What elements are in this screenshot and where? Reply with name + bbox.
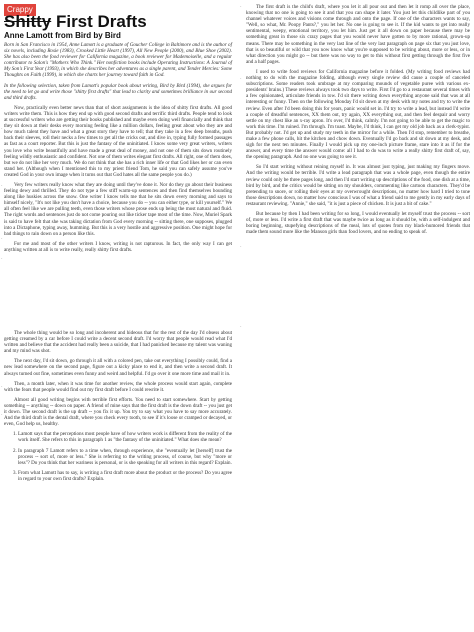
margin-marker: · (240, 325, 242, 330)
body-paragraph: But because by then I had been writing for so long, I would eventually let myself trust the process -- sort of, more or less. I'd write a first draft that was maybe twice as long as it should be, with a self-indulgent and boring beginning, stupefying descriptions of the meal, lots of quotes from my black-humored friends that made them sound more like the Manson girls than food lovers, and no ending to speak of. (246, 211, 470, 236)
margin-marker: · (1, 184, 3, 189)
margin-marker: · (1, 127, 3, 132)
body-paragraph: So I'd start writing without reining myself in. It was almost just typing, just making my fingers move. And the writing would be terrible. I'd write a lead paragraph that was a whole page, even though the entire review could only be three pages long, and then I'd start writing up descriptions of the food, one dish at a time, bird by bird, and the critics would be sitting on my shoulders, commenting like cartoon characters. They'd be pretending to snore, or rolling their eyes at my overwrought descriptions, no matter how hard I tried to tone those descriptions down, no matter how conscious I was of what a friend said to me gently in my early days of restaurant reviewing. "Annie," she said, "it is just a piece of chicken. It is just a bit of cake." (246, 164, 470, 207)
body-paragraph: Very few writers really know what they are doing until they've done it. Nor do they go about their business feeling dewy and thrilled. They do not type a few stiff warm-up sentences and then find themselves bounding along like huskies across the snow. One writer I know tells me that he sits down every morning and says to himself nicely, "It's not like you don't have a choice, because you do -- you can either type, or kill yourself." We all often feel like we are pulling teeth, even those writers whose prose ends up being the most natural and fluid. The right words and sentences just do not come pouring out like ticker tape most of the time. Now, Muriel Spark is said to have felt that she was taking dictation from God every morning -- sitting there, one supposes, plugged into a Dictaphone, typing away, humming. But this is a very hostile and aggressive position. One might hope for bad things to rain down on a person like this. (4, 181, 232, 237)
intro-paragraph: Born in San Francisco in 1954, Anne Lamott is a graduate of Goucher College in Baltimore and is the author of six novels, including Rosie (1983), Crooked Little Heart (1997), All New People (2000), and Blue Shoe (2002). She has also been the food reviewer for California magazine, a book reviewer for Mademoiselle, and a regular contributor to Salon's "Mothers Who Think." Her nonfiction books include Operating Instructions: A Journal of My Son's First Year (1993), in which she describes her adventures as a single parent, and Tender Mercies: Some Thoughts on Faith (1999), in which she charts her journey toward faith in God. (4, 42, 232, 79)
right-column (246, 4, 470, 239)
body-paragraph: Almost all good writing begins with terrible first efforts. You need to start somewhere. Start by getting something -- anything -- down on paper. A friend of mine says that the first draft is the down draft -- you just get it down. The second draft is the up draft -- you fix it up. You try to say what you have to say more accurately. And the third draft is the dental draft, where you check every tooth, to see if it's loose or cramped or decayed, or even, God help us, healthy. (4, 396, 232, 428)
body-paragraph: The first draft is the child's draft, where you let it all pour out and then let it romp all over the place, knowing that no one is going to see it and that you can shape it later. You just let this childlike part of you channel whatever voices and visions come through and onto the page. If one of the characters wants to say, "Well, so what, Mr. Poopy Pants?," you let her. No one is going to see it. If the kid wants to get into really sentimental, weepy, emotional territory, you let him. Just get it all down on paper because there may be something great in those six crazy pages that you would never have gotten to by more rational, grown-up means. There may be something in the very last line of the very last paragraph on page six that you just love, that is so beautiful or wild that you now know what you're supposed to be writing about, more or less, or in what direction you might go -- but there was no way to get to this without first getting through the first five and a half pages. (246, 4, 470, 65)
question-item: 2. In paragraph 7 Lamott refers to a time when, through experience, she "eventually let [herself] trust the process -- sort of, more or less." She is referring to the writing process, of course, but why "more or less"? Do you think that her wariness is personal, or is she speaking for all writers in this regard? Explain. (18, 448, 232, 466)
body-paragraph: I used to write food reviews for California magazine before it folded. (My writing food reviews had nothing to do with the magazine folding, although every single review did cause a couple of canceled subscriptions. Some readers took umbrage at my comparing mounds of vegetable puree with various ex-presidents' brains.) These reviews always took two days to write. First I'd go to a restaurant several times with a few opinionated, articulate friends in tow. I'd sit there writing down everything anyone said that was at all interesting or funny. Then on the following Monday I'd sit down at my desk with my notes and try to write the review. Even after I'd been doing this for years, panic would set in. I'd try to write a lead, but instead I'd write a couple of dreadful sentences, XX them out, try again, XX everything out, and then feel despair and worry settle on my chest like an x-ray apron. It's over, I'd think, calmly. I'm not going to be able to get the magic to work this time. I'm ruined. I'm through. I'm toast. Maybe, I'd think, I can get my old job back as a clerk-typist. But probably not. I'd get up and study my teeth in the mirror for a while. Then I'd stop, remember to breathe, make a few phone calls, hit the kitchen and chow down. Eventually I'd go back and sit down at my desk, and sigh for the next ten minutes. Finally I would pick up my one-inch picture frame, stare into it as if for the answer, and every time the answer would come: all I had to do was to write a really shitty first draft of, say, the opening paragraph. And no one was going to see it. (246, 68, 470, 161)
body-paragraph: For me and most of the other writers I know, writing is not rapturous. In fact, the only way I can get anything written at all is to write really, really shitty first drafts. (4, 240, 232, 253)
title-crossed-word: Shitty (4, 12, 52, 31)
body-paragraph: The next day, I'd sit down, go through it all with a colored pen, take out everything I possibly could, find a new lead somewhere on the second page, figure out a kicky place to end it, and then write a second draft. It always turned out fine, sometimes even funny and weird and helpful. I'd go over it one more time and mail it in. (4, 358, 232, 377)
left-column-top (4, 42, 232, 257)
discussion-questions (4, 431, 232, 482)
margin-marker: · (1, 413, 3, 418)
title-rest: First Drafts (51, 12, 147, 31)
margin-marker: · (240, 77, 242, 82)
crappy-badge: Crappy (4, 4, 36, 16)
page-title (4, 13, 147, 31)
margin-marker: · (1, 385, 3, 390)
question-item: 1. Lamott says that the perceptions most people have of how writers work is different from the reality of the work itself. She refers to this in paragraph 1 as "the fantasy of the uninitiated." What does she mean? (18, 431, 232, 443)
author-subtitle: Anne Lamott from Bird by Bird (4, 31, 121, 40)
body-paragraph: The whole thing would be so long and incoherent and hideous that for the rest of the day I'd obsess about getting creamed by a car before I could write a decent second draft. I'd worry that people would read what I'd written and believe that the accident had really been a suicide, that I had panicked because my talent was waning and my mind was shot. (4, 330, 232, 355)
margin-marker: · (240, 5, 242, 10)
body-paragraph: Then, a month later, when it was time for another review, the whole process would start again, complete with the fears that people would find out my first draft before I could rewrite it. (4, 380, 232, 393)
question-item: 3. From what Lamott has to say, is writing a first draft more about the product or the process? Do you agree in regard to your own first drafts? Explain. (18, 470, 232, 482)
intro-paragraph: In the following selection, taken from Lamott's popular book about writing, Bird by Bird (1994), she argues for the need to let go and write those "shitty first drafts" that lead to clarity and sometimes brilliance in our second and third drafts. (4, 82, 232, 101)
margin-marker: · (240, 245, 242, 250)
margin-marker: · (1, 257, 3, 262)
left-column-bottom (4, 330, 232, 486)
margin-marker: · (1, 237, 3, 242)
body-paragraph: Now, practically even better news than that of short assignments is the idea of shitty first drafts. All good writers write them. This is how they end up with good second drafts and terrific third drafts. People tend to look at successful writers who are getting their books published and maybe even doing well financially and think that they sit down at their desks every morning feeling like a million dollars, feeling great about who they are and how much talent they have and what a great story they have to tell; that they take in a few deep breaths, push back their sleeves, roll their necks a few times to get all the cricks out, and dive in, typing fully formed passages as fast as a court reporter. But this is just the fantasy of the uninitiated. I know some very great writers, writers you love who write beautifully and have made a great deal of money, and not one of them sits down routinely feeling wildly enthusiastic and confident. Not one of them writes elegant first drafts. All right, one of them does, but we do not like her very much. We do not think that she has a rich inner life or that God likes her or can even stand her. (Although when I mentioned this to my priest friend Tom, he said you can safely assume you've created God in your own image when it turns out that God hates all the same people you do.) (4, 104, 232, 178)
